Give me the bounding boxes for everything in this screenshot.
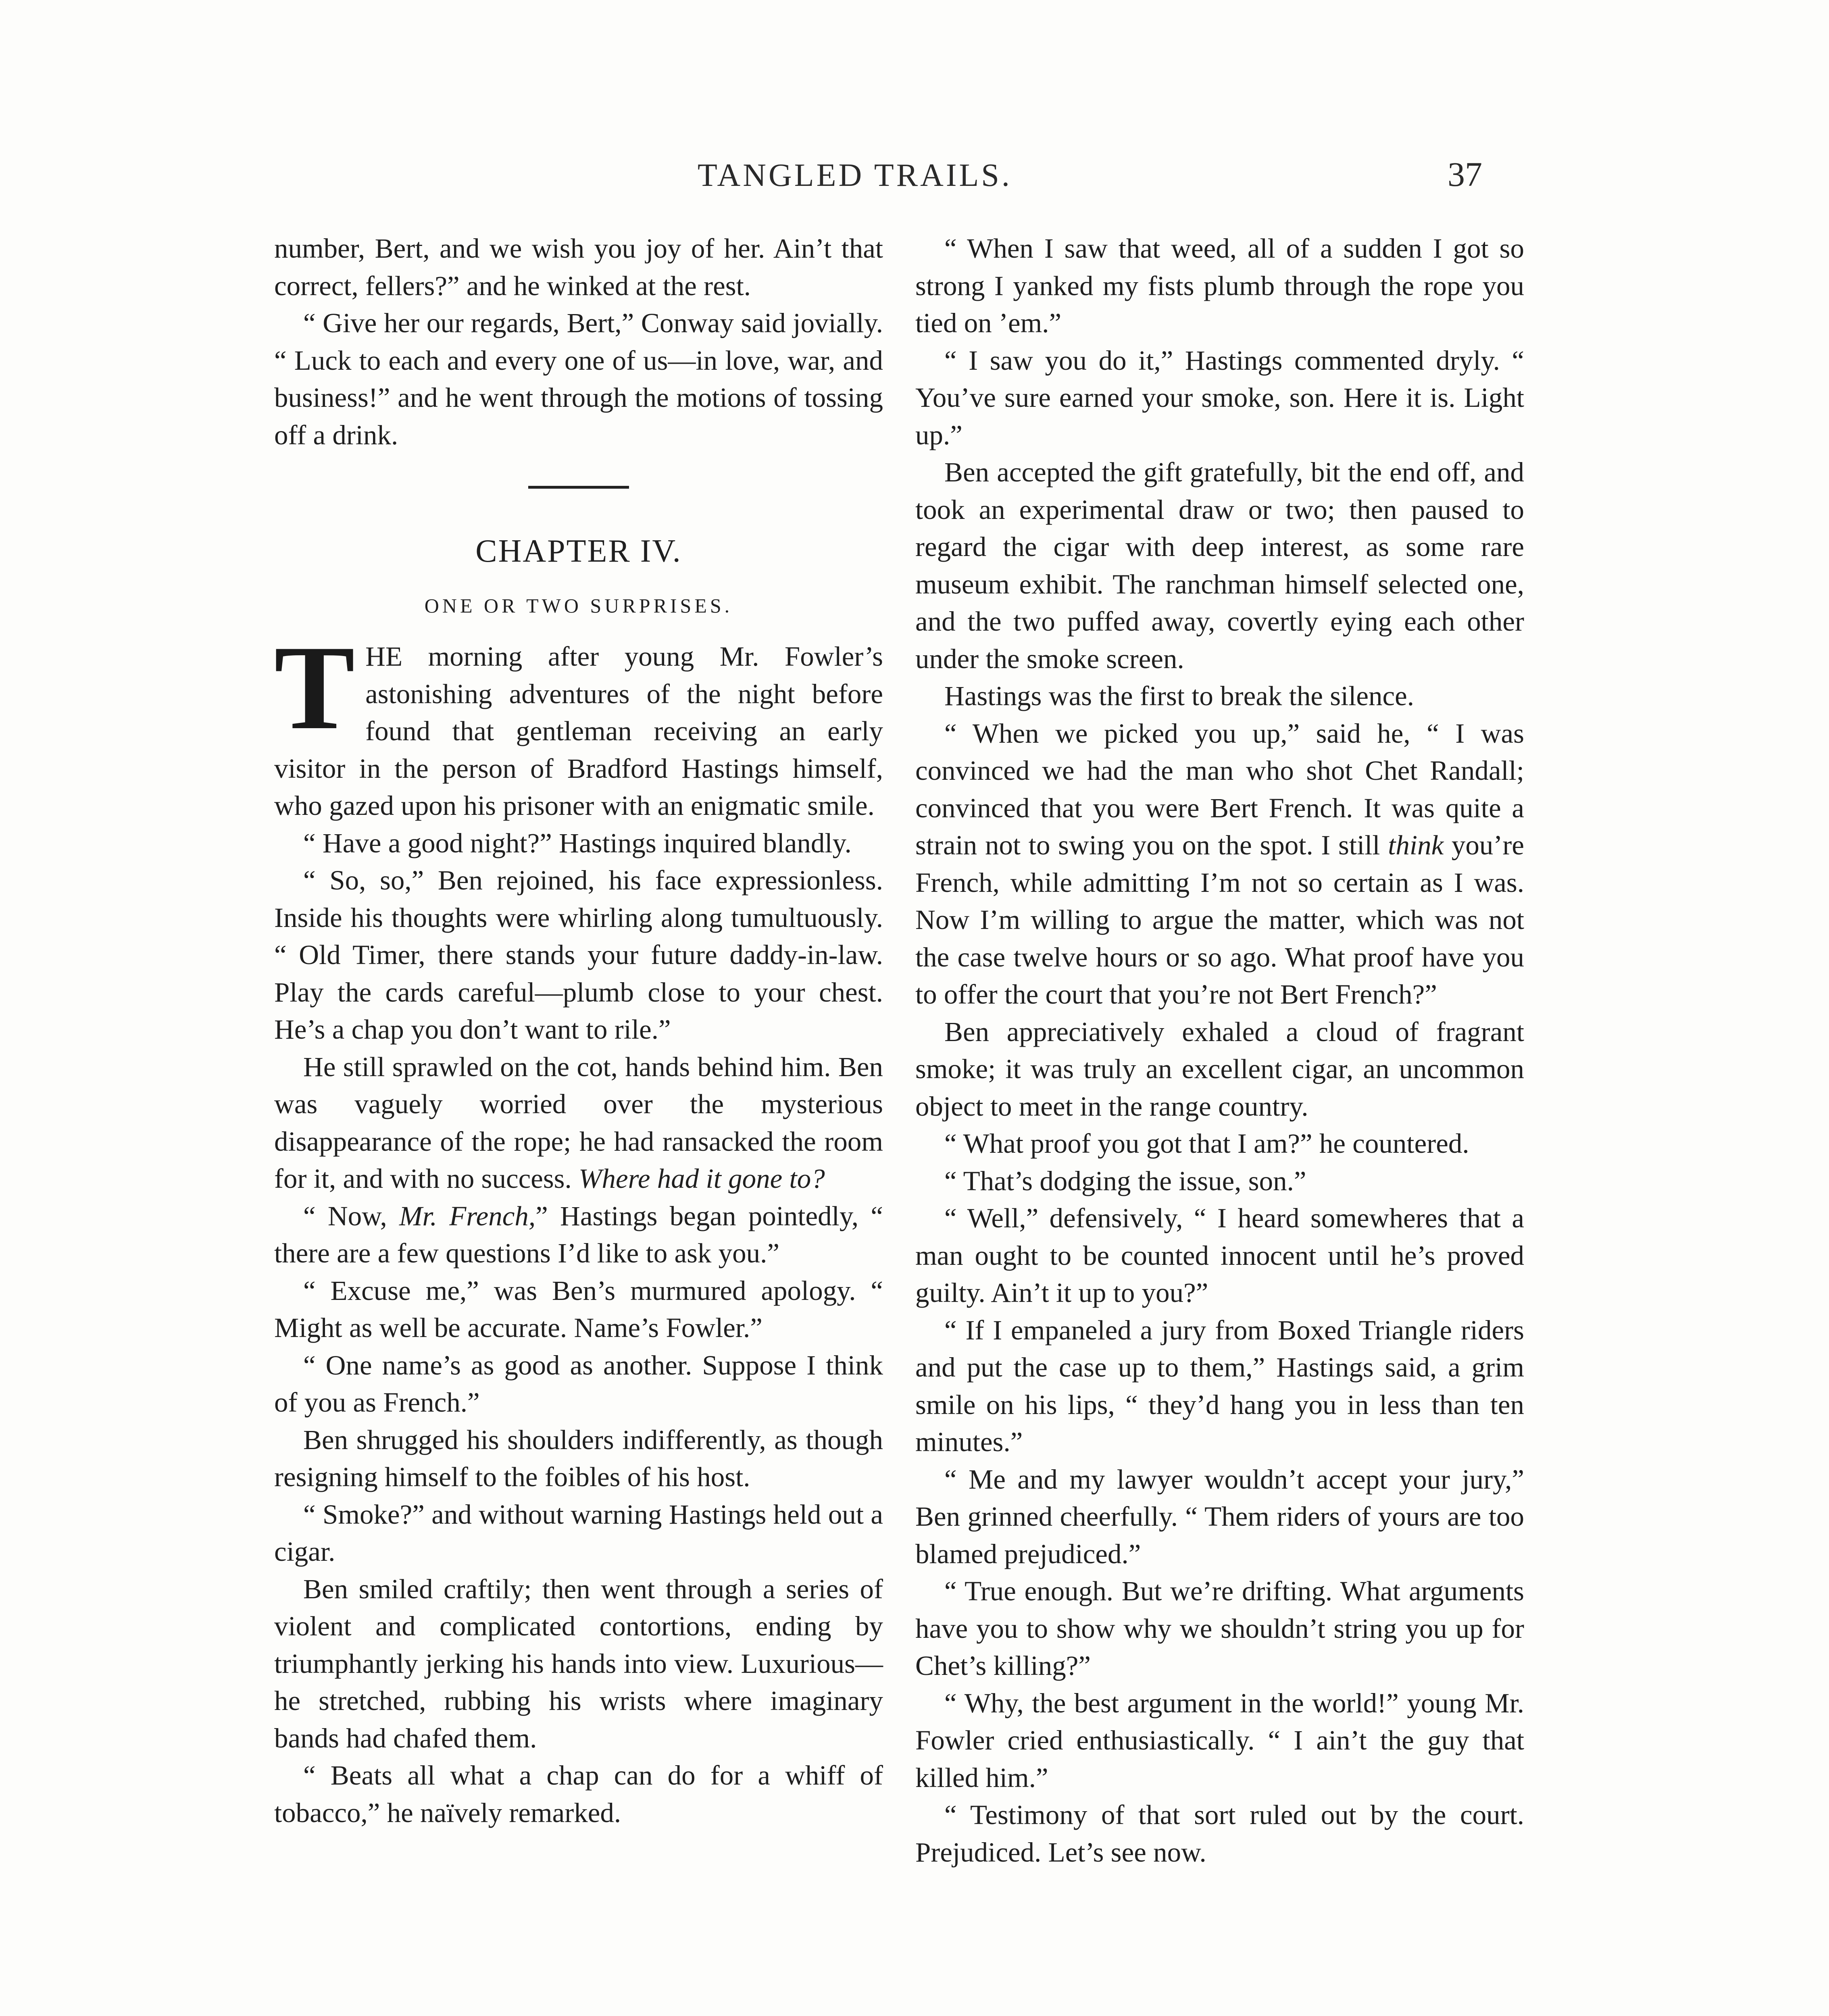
paragraph-text: “ When we picked you up,” said he, “ I was convinced we had the man who shot Chet Randall; convinced that you were Bert French. It was quite a strain not to swing you on the spot. I still (915, 718, 1524, 860)
paragraph: “ What proof you got that I am?” he countered. (944, 1128, 1469, 1159)
drop-cap: T (274, 621, 355, 754)
paragraph: “ Why, the best argument in the world!” young Mr. Fowler cried enthusiastically. “ I ain’t the guy that killed him.” (915, 1687, 1524, 1793)
paragraph (274, 1198, 883, 1272)
paragraph: “ Well,” defensively, “ I heard somewheres that a man ought to be counted innocent until he’s proved guilty. Ain’t it up to you?” (915, 1203, 1524, 1308)
paragraph: Hastings was the first to break the silence. (944, 681, 1414, 711)
paragraph: “ True enough. But we’re drifting. What arguments have you to show why we shouldn’t string you up for Chet’s killing?” (915, 1576, 1524, 1681)
italic-text: think (1388, 830, 1444, 860)
paragraph: “ Have a good night?” Hastings inquired blandly. (303, 827, 852, 858)
paragraph (274, 1048, 883, 1198)
paragraph: “ If I empaneled a jury from Boxed Triangle riders and put the case up to them,” Hastings said, a grim smile on his lips, “ they’d hang you in less than ten minutes.” (915, 1314, 1524, 1457)
italic-text: Where had it gone to? (579, 1163, 825, 1194)
paragraph: “ Me and my lawyer wouldn’t accept your jury,” Ben grinned cheerfully. “ Them riders of yours are too blamed prejudiced.” (915, 1464, 1524, 1569)
italic-text: Mr. French, (399, 1200, 536, 1231)
paragraph: “ So, so,” Ben rejoined, his face expressionless. Inside his thoughts were whirling along tumultuously. “ Old Timer, there stands your future daddy-in-law. Play the cards careful—plumb close to your chest. He’s a chap you don’t want to rile.” (274, 865, 883, 1045)
paragraph: “ I saw you do it,” Hastings commented dryly. “ You’ve sure earned your smoke, son. Here it is. Light up.” (915, 345, 1524, 450)
paragraph-text: ” Hastings began pointedly, “ there are a few questions I’d like to ask you.” (274, 1200, 883, 1268)
chapter-title: CHAPTER IV. (475, 533, 682, 569)
left-column (274, 230, 883, 1831)
paragraph-text: “ Now, (303, 1200, 400, 1231)
page-number: 37 (1448, 155, 1482, 194)
paragraph: “ Testimony of that sort ruled out by the court. Prejudiced. Let’s see now. (915, 1799, 1524, 1868)
paragraph-text: He still sprawled on the cot, hands behind him. Ben was vaguely worried over the mysterious disappearance of the rope; he had ransacked the room for it, and with no success. (274, 1051, 883, 1194)
paragraph-text: HE morning after young Mr. Fowler’s astonishing adventures of the night before found that gentleman receiving an early visitor in the person of Bradford Hastings himself, who gazed upon his prisoner with an enigmatic smile. (274, 641, 883, 821)
paragraph: “ Beats all what a chap can do for a whiff of tobacco,” he naïvely remarked. (274, 1760, 883, 1828)
paragraph: “ Give her our regards, Bert,” Conway said jovially. “ Luck to each and every one of us—in love, war, and business!” and he went through the motions of tossing off a drink. (274, 308, 883, 450)
paragraph: “ One name’s as good as another. Suppose I think of you as French.” (274, 1350, 883, 1418)
paragraph: Ben shrugged his shoulders indifferently, as though resigning himself to the foibles of his host. (274, 1424, 883, 1492)
paragraph: number, Bert, and we wish you joy of her. Ain’t that correct, fellers?” and he winked at the rest. (274, 233, 883, 301)
paragraph: “ That’s dodging the issue, son.” (944, 1165, 1306, 1196)
paragraph-text: you’re French, while admitting I’m not so certain as I was. Now I’m willing to argue the matter, which was not the case twelve hours or so ago. What proof have you to offer the court that you’re not Bert French?” (915, 830, 1524, 1010)
paragraph (915, 715, 1524, 1013)
section-divider (528, 486, 629, 489)
paragraph: “ When I saw that weed, all of a sudden I got so strong I yanked my fists plumb through the rope you tied on ’em.” (915, 233, 1524, 338)
paragraph: “ Excuse me,” was Ben’s murmured apology. “ Might as well be accurate. Name’s Fowler.” (274, 1275, 883, 1343)
right-column (915, 230, 1524, 1871)
opening-paragraph (274, 621, 883, 825)
chapter-subtitle: ONE OR TWO SURPRISES. (424, 594, 733, 617)
running-title: TANGLED TRAILS. (698, 158, 1012, 193)
paragraph: Ben appreciatively exhaled a cloud of fragrant smoke; it was truly an excellent cigar, an uncommon object to meet in the range country. (915, 1016, 1524, 1122)
paragraph: Ben accepted the gift gratefully, bit the end off, and took an experimental draw or two; then paused to regard the cigar with deep interest, as some rare museum exhibit. The ranchman himself selected one, and the two puffed away, covertly eying each other under the smoke screen. (915, 457, 1524, 674)
paragraph: Ben smiled craftily; then went through a series of violent and complicated contortions, ending by triumphantly jerking his hands into view. Luxurious—he stretched, rubbing his wrists where imaginary bands had chafed them. (274, 1573, 883, 1754)
paragraph: “ Smoke?” and without warning Hastings held out a cigar. (274, 1499, 883, 1567)
